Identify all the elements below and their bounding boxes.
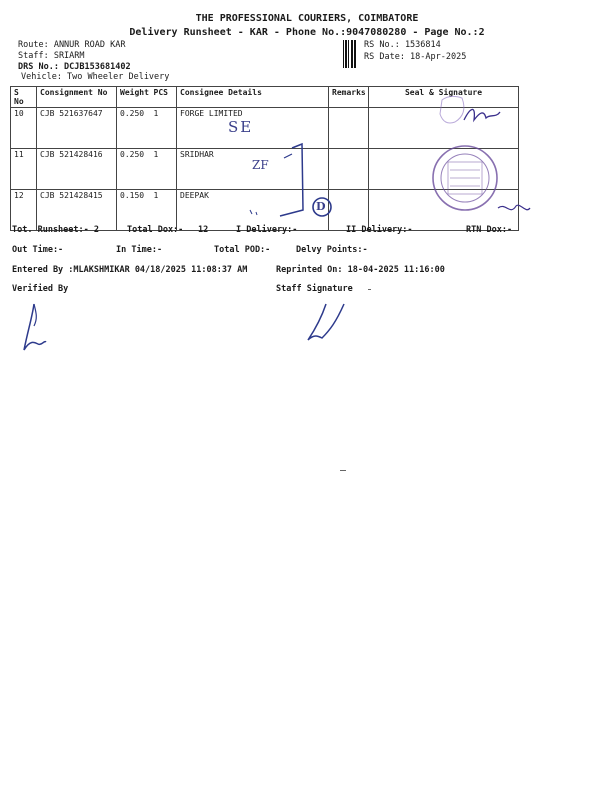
- cell-pcs: 1: [151, 149, 177, 190]
- cell-sno: 12: [11, 190, 37, 231]
- rtn-dox: RTN Dox:-: [466, 225, 513, 235]
- header-remarks: Remarks: [329, 87, 369, 108]
- header-consignee: Consignee Details: [177, 87, 329, 108]
- header-pcs: PCS: [151, 87, 177, 108]
- header-seal-signature: Seal & Signature: [369, 87, 519, 108]
- runsheet-subtitle: Delivery Runsheet - KAR - Phone No.:9047080280 - Page No.:2: [129, 27, 485, 38]
- staff-text: Staff: SRIARM: [18, 51, 85, 61]
- cell-weight: 0.250: [117, 149, 151, 190]
- ii-delivery: II Delivery:-: [346, 225, 413, 235]
- company-title: THE PROFESSIONAL COURIERS, COIMBATORE: [195, 13, 419, 24]
- total-dox-label: Total Dox:-: [127, 225, 184, 235]
- cell-sno: 10: [11, 108, 37, 149]
- rs-number: RS No.: 1536814: [364, 40, 441, 50]
- route-text: Route: ANNUR ROAD KAR: [18, 40, 126, 50]
- staff-signature-label: Staff Signature: [276, 284, 353, 294]
- vehicle-text: Vehicle: Two Wheeler Delivery: [21, 72, 170, 82]
- handwritten-strokes: [240, 140, 350, 230]
- barcode-bar: [355, 40, 356, 68]
- scan-speck: [368, 289, 371, 290]
- tot-runsheet: Tot. Runsheet:- 2: [12, 225, 99, 235]
- cell-consignee: FORGE LIMITED: [177, 108, 329, 149]
- cell-consignee: DEEPAK: [177, 190, 329, 231]
- cell-consignment: CJB 521637647: [37, 108, 117, 149]
- handwritten-initials-row-3: D: [316, 200, 326, 213]
- handwritten-initials-row-2: ZF: [252, 158, 269, 172]
- cell-consignee: SRIDHAR: [177, 149, 329, 190]
- barcode-bar: [343, 40, 344, 68]
- header-weight: Weight: [117, 87, 151, 108]
- in-time: In Time:-: [116, 245, 163, 255]
- seal-stamp: [410, 90, 540, 230]
- cell-weight: 0.250: [117, 108, 151, 149]
- cell-pcs: 1: [151, 108, 177, 149]
- header-consignment: Consignment No: [37, 87, 117, 108]
- barcode-bar: [346, 40, 347, 68]
- barcode-bar: [348, 40, 349, 68]
- drs-number: DRS No.: DCJB153681402: [18, 62, 131, 72]
- staff-signature: [300, 300, 350, 345]
- entered-by: Entered By :MLAKSHMIKAR 04/18/2025 11:08:37 AM: [12, 265, 248, 275]
- reprinted-on: Reprinted On: 18-04-2025 11:16:00: [276, 265, 445, 275]
- barcode: [343, 40, 357, 68]
- verified-by-signature: [20, 300, 60, 355]
- total-pod: Total POD:-: [214, 245, 271, 255]
- cell-consignment: CJB 521428415: [37, 190, 117, 231]
- header-sno: S No: [11, 87, 37, 108]
- i-delivery: I Delivery:-: [236, 225, 298, 235]
- cell-pcs: 1: [151, 190, 177, 231]
- barcode-bar: [354, 40, 355, 68]
- scan-speck: [340, 470, 346, 471]
- out-time: Out Time:-: [12, 245, 64, 255]
- delvy-points: Delvy Points:-: [296, 245, 368, 255]
- total-dox-value: 12: [198, 225, 209, 235]
- verified-by-label: Verified By: [12, 284, 69, 294]
- cell-sno: 11: [11, 149, 37, 190]
- handwritten-initials-row-1: SE: [228, 118, 254, 136]
- cell-weight: 0.150: [117, 190, 151, 231]
- rs-date: RS Date: 18-Apr-2025: [364, 52, 467, 62]
- cell-consignment: CJB 521428416: [37, 149, 117, 190]
